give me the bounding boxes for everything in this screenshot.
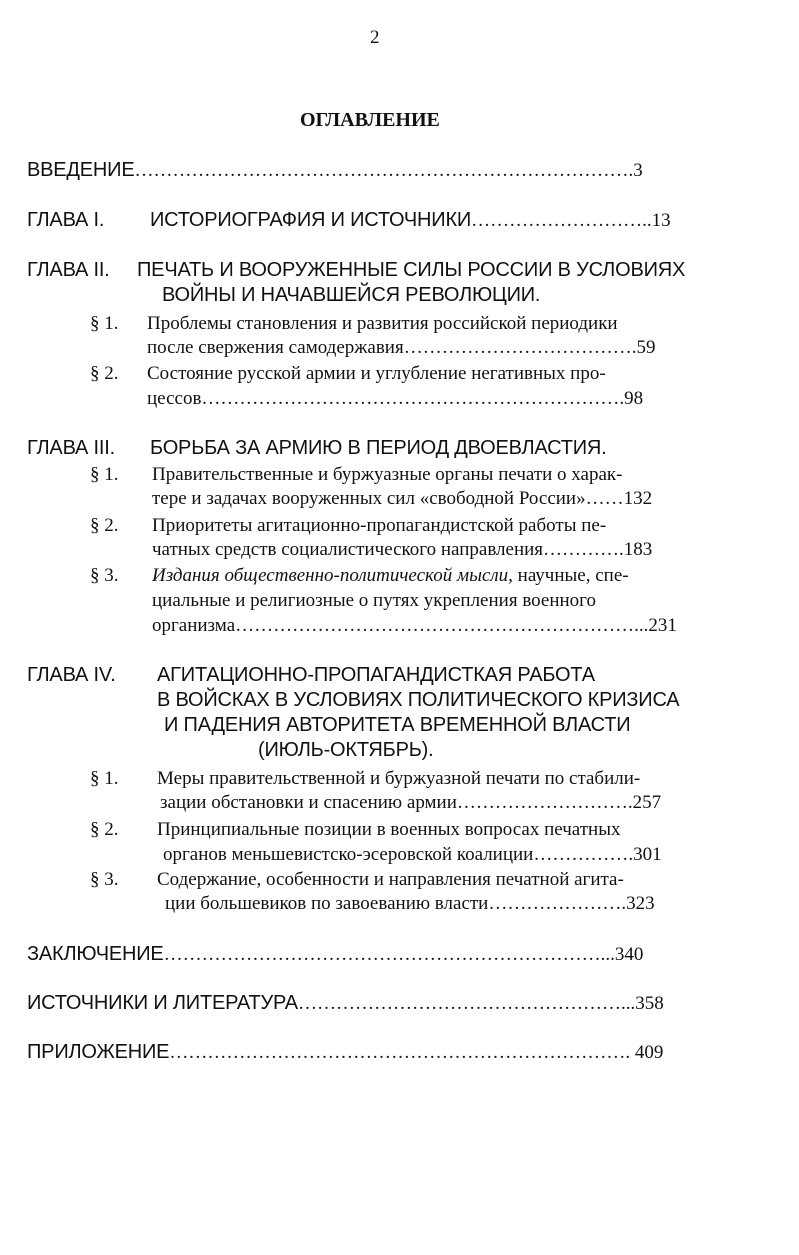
- entry-label: ПРИЛОЖЕНИЕ: [27, 1041, 170, 1063]
- chapter-label: ГЛАВА I.: [27, 209, 105, 231]
- chapter-2-title-cont: ВОЙНЫ И НАЧАВШЕЙСЯ РЕВОЛЮЦИИ.: [162, 284, 541, 306]
- leader-dots: ……………………………………………………………..: [163, 944, 611, 965]
- entry-label-italic: Издания общественно-политической мысли,: [152, 565, 513, 586]
- chapter-4-title[interactable]: АГИТАЦИОННО-ПРОПАГАНДИСТКАЯ РАБОТА: [157, 664, 595, 686]
- toc-entry-section-3-1[interactable]: [152, 489, 652, 508]
- chapter-label: ГЛАВА III.: [27, 437, 115, 459]
- leader-dots: …………: [543, 539, 620, 560]
- leader-dots: ………………………………………………………..: [235, 615, 644, 636]
- section-4-3-title[interactable]: Содержание, особенности и направления печатной агита-: [157, 869, 624, 890]
- entry-label: после свержения самодержавия: [147, 337, 404, 358]
- entry-page: .183: [619, 539, 653, 560]
- chapter-label: ГЛАВА II.: [27, 259, 110, 281]
- chapter-2-title[interactable]: ПЕЧАТЬ И ВООРУЖЕННЫЕ СИЛЫ РОССИИ В УСЛОВИЯХ: [137, 259, 686, 281]
- leader-dots: …………….: [533, 844, 634, 865]
- entry-label: ВВЕДЕНИЕ: [27, 159, 135, 181]
- leader-dots: ………………….: [488, 893, 627, 914]
- entry-label: ИСТОРИОГРАФИЯ И ИСТОЧНИКИ: [150, 209, 472, 231]
- toc-entry-chapter-1[interactable]: [150, 210, 671, 230]
- section-3-1-title[interactable]: Правительственные и буржуазные органы печати о харак-: [152, 464, 623, 485]
- entry-page: 409: [630, 1042, 664, 1063]
- entry-page: ..13: [642, 210, 671, 231]
- leader-dots: ……………………………………………………………….: [169, 1042, 631, 1063]
- toc-entry-intro[interactable]: [27, 160, 643, 180]
- toc-entry-appendix[interactable]: [27, 1042, 663, 1062]
- leader-dots: ……: [585, 488, 624, 509]
- chapter-label: ГЛАВА IV.: [27, 664, 116, 686]
- entry-label: чатных средств социалистического направления: [152, 539, 544, 560]
- entry-label: зации обстановки и спасению армии: [160, 792, 457, 813]
- chapter-4-title-cont: И ПАДЕНИЯ АВТОРИТЕТА ВРЕМЕННОЙ ВЛАСТИ: [164, 714, 631, 736]
- entry-page: 59: [636, 337, 656, 358]
- section-number: § 2.: [90, 819, 119, 840]
- chapter-4-title-cont: В ВОЙСКАХ В УСЛОВИЯХ ПОЛИТИЧЕСКОГО КРИЗИСА: [157, 689, 680, 711]
- leader-dots: ………………………………………………………….: [201, 388, 625, 409]
- entry-label: научные, спе-: [512, 565, 629, 586]
- toc-entry-section-3-3[interactable]: [152, 616, 677, 635]
- entry-page: 257: [632, 792, 662, 813]
- toc-entry-section-4-1[interactable]: [160, 793, 661, 812]
- page-title: ОГЛАВЛЕНИЕ: [300, 109, 440, 131]
- entry-page: .358: [630, 993, 664, 1014]
- entry-page: .3: [628, 160, 643, 181]
- leader-dots: ……………………………………………..: [297, 993, 631, 1014]
- toc-entry-conclusion[interactable]: [27, 944, 643, 964]
- toc-entry-section-4-2[interactable]: [163, 845, 662, 864]
- toc-entry-section-2-2[interactable]: [147, 389, 643, 408]
- entry-page: 98: [624, 388, 644, 409]
- entry-page: .231: [643, 615, 677, 636]
- toc-entry-section-2-1[interactable]: [147, 338, 655, 357]
- section-2-1-title[interactable]: Проблемы становления и развития российской периодики: [147, 313, 618, 334]
- section-3-2-title[interactable]: Приоритеты агитационно-пропагандистской работы пе-: [152, 515, 607, 536]
- entry-page: 301: [633, 844, 662, 865]
- section-number: § 1.: [90, 313, 119, 334]
- leader-dots: ………………………: [471, 210, 643, 231]
- entry-label: ЗАКЛЮЧЕНИЕ: [27, 943, 164, 965]
- toc-entry-sources[interactable]: [27, 993, 664, 1013]
- section-3-3-title[interactable]: [152, 566, 629, 585]
- leader-dots: ……………………………….: [403, 337, 637, 358]
- entry-page: 132: [623, 488, 653, 509]
- toc-entry-section-4-3[interactable]: [165, 894, 655, 913]
- section-number: § 1.: [90, 464, 119, 485]
- entry-label: ИСТОЧНИКИ И ЛИТЕРАТУРА: [27, 992, 298, 1014]
- leader-dots: ……………………………………………………………………: [134, 160, 629, 181]
- chapter-3-title[interactable]: БОРЬБА ЗА АРМИЮ В ПЕРИОД ДВОЕВЛАСТИЯ.: [150, 437, 607, 459]
- page-number: 2: [370, 27, 380, 48]
- section-4-1-title[interactable]: Меры правительственной и буржуазной печати по стабили-: [157, 768, 641, 789]
- section-3-3-title-cont: циальные и религиозные о путях укрепления военного: [152, 590, 596, 611]
- section-number: § 1.: [90, 768, 119, 789]
- entry-label: организма: [152, 615, 236, 636]
- leader-dots: ……………………….: [456, 792, 633, 813]
- entry-label: тере и задачах вооруженных сил «свободной России»: [152, 488, 586, 509]
- section-number: § 2.: [90, 515, 119, 536]
- toc-entry-section-3-2[interactable]: [152, 540, 652, 559]
- entry-label: цессов: [147, 388, 202, 409]
- section-number: § 2.: [90, 363, 119, 384]
- entry-page: .340: [610, 944, 644, 965]
- entry-label: органов меньшевистско-эсеровской коалиции: [163, 844, 534, 865]
- section-4-2-title[interactable]: Принципиальные позиции в военных вопросах печатных: [157, 819, 621, 840]
- chapter-4-title-cont: (ИЮЛЬ-ОКТЯБРЬ).: [258, 739, 434, 761]
- section-2-2-title[interactable]: Состояние русской армии и углубление негативных про-: [147, 363, 606, 384]
- entry-label: ции большевиков по завоеванию власти: [165, 893, 489, 914]
- entry-page: 323: [626, 893, 655, 914]
- section-number: § 3.: [90, 869, 119, 890]
- section-number: § 3.: [90, 565, 119, 586]
